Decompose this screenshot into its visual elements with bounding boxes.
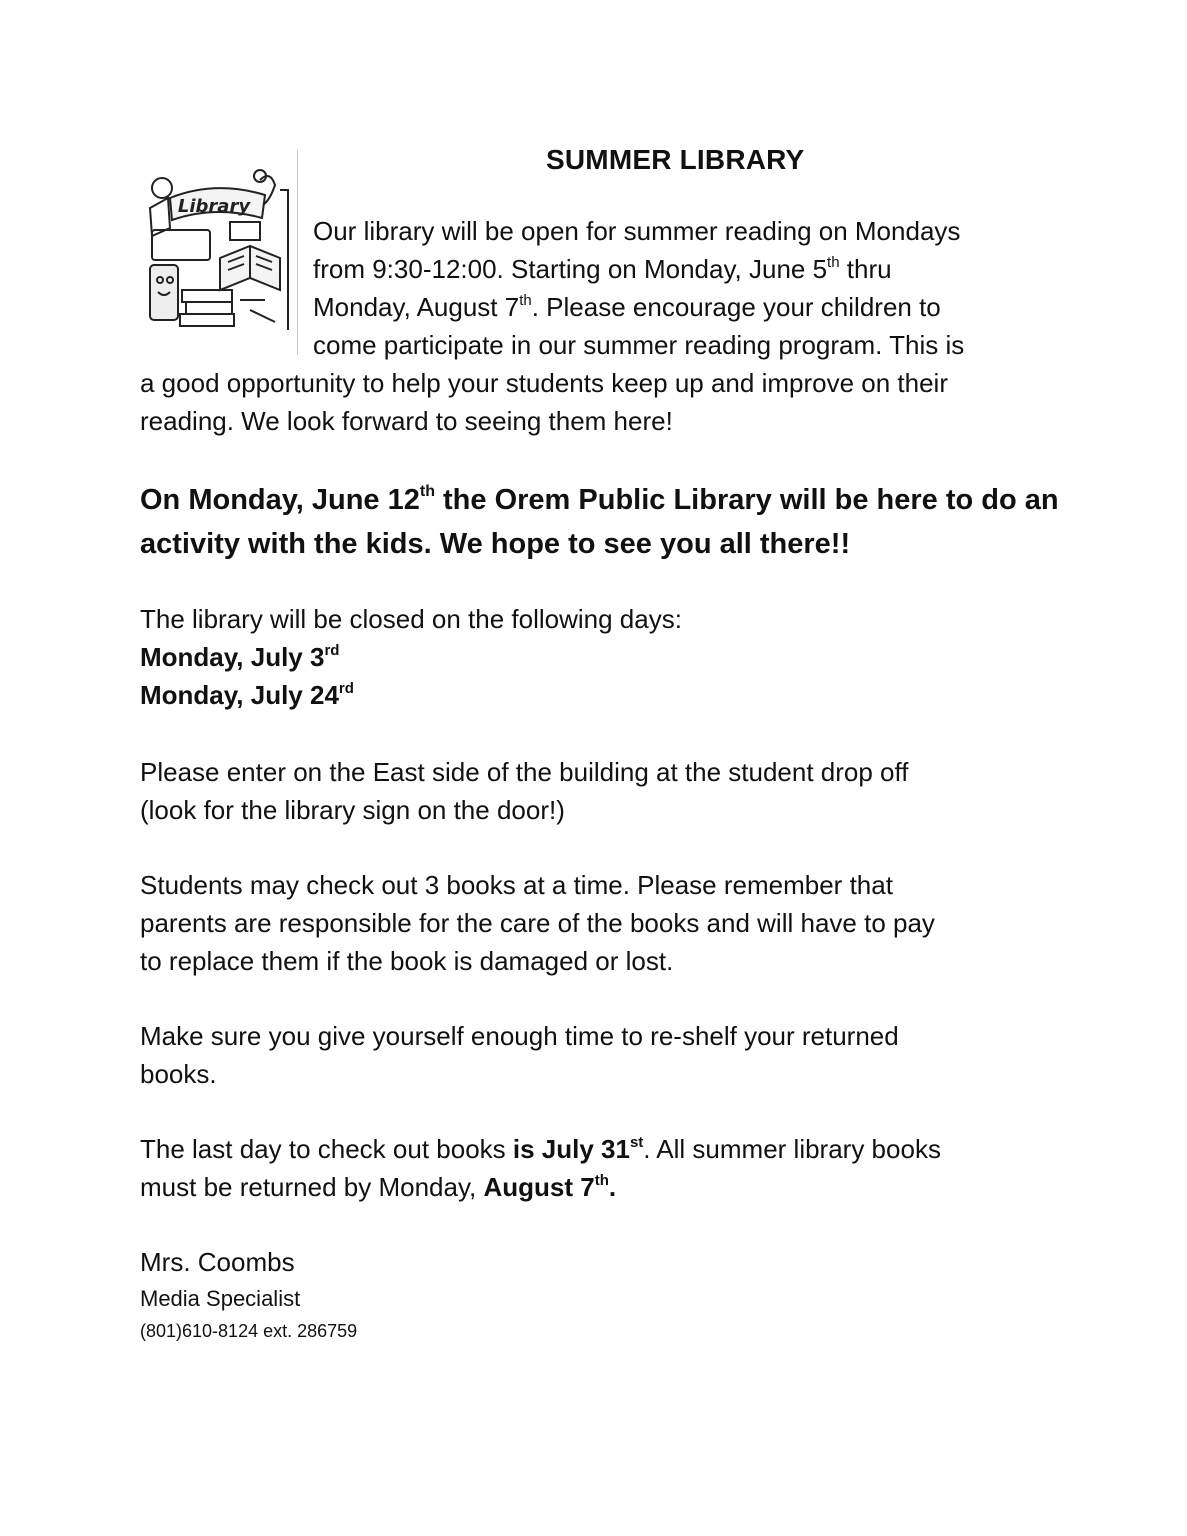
checkout-rules-paragraph: Students may check out 3 books at a time. Please remember that parents are responsible for the care of the books and will have to pay to replace them if the book is damaged or lost. xyxy=(140,870,935,976)
reshelf-paragraph: Make sure you give yourself enough time to re-shelf your returned books. xyxy=(140,1021,899,1089)
intro-line: Monday, August 7th. Please encourage your children to xyxy=(313,292,941,322)
intro-line: reading. We look forward to seeing them here! xyxy=(140,406,673,436)
signature-role: Media Specialist xyxy=(140,1286,301,1311)
signature-name: Mrs. Coombs xyxy=(140,1247,295,1277)
public-library-announcement: On Monday, June 12th the Orem Public Library will be here to do an activity with the kids. We hope to see you all there!! xyxy=(140,483,1059,560)
closed-day: Monday, July 24rd xyxy=(140,680,354,710)
intro-paragraph xyxy=(140,212,1070,440)
page-title: SUMMER LIBRARY xyxy=(546,144,805,175)
closed-day: Monday, July 3rd xyxy=(140,642,340,672)
intro-line: from 9:30-12:00. Starting on Monday, June 5th thru xyxy=(313,254,892,284)
logo-text: Library xyxy=(177,196,251,217)
signature-phone: (801)610-8124 ext. 286759 xyxy=(140,1321,358,1341)
intro-line: a good opportunity to help your students keep up and improve on their xyxy=(140,368,948,398)
last-day-paragraph: The last day to check out books is July 31st. All summer library books must be returned by Monday, August 7th. xyxy=(140,1134,941,1202)
closed-days-section xyxy=(140,600,1070,714)
intro-line: come participate in our summer reading program. This is xyxy=(313,330,965,360)
intro-line: Our library will be open for summer reading on Mondays xyxy=(313,216,961,246)
entrance-paragraph: Please enter on the East side of the building at the student drop off (look for the library sign on the door!) xyxy=(140,757,909,825)
closed-days-intro: The library will be closed on the following days: xyxy=(140,604,682,634)
